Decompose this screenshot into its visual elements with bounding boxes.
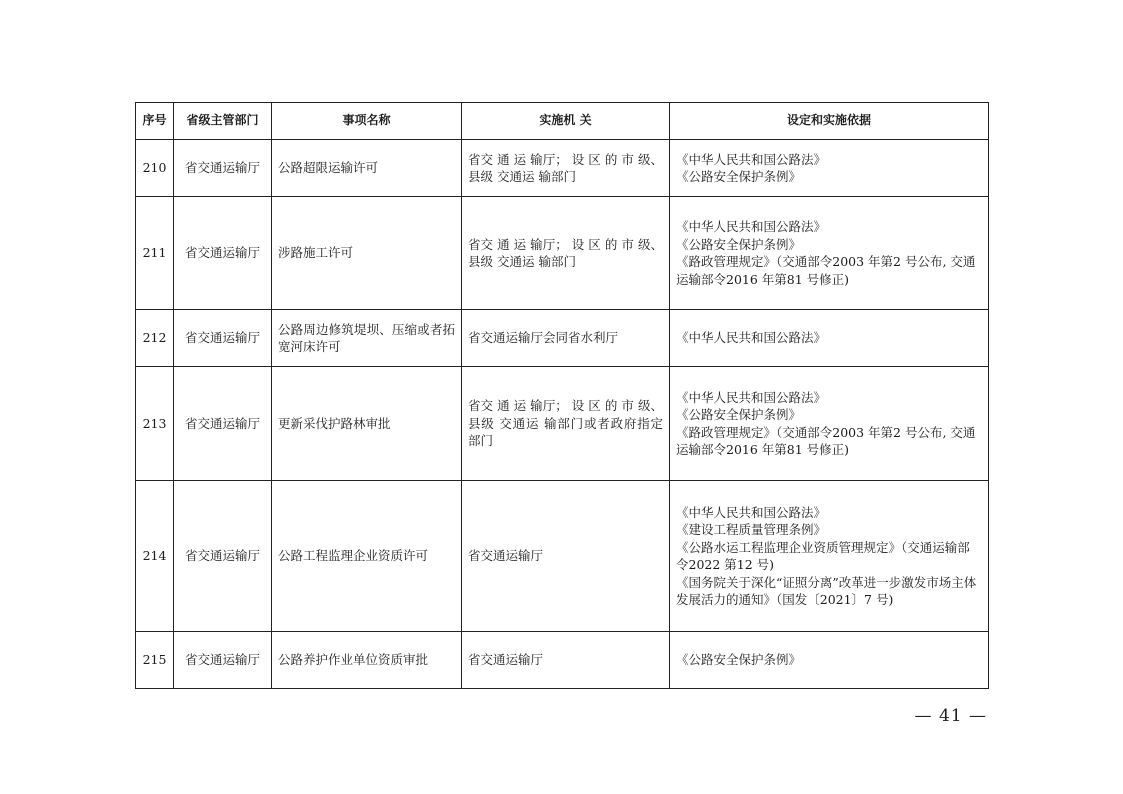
basis-line: 《公路水运工程监理企业资质管理规定》（交通运输部令2022 第12 号) xyxy=(676,539,970,572)
table-row xyxy=(136,140,989,197)
row-basis xyxy=(670,140,989,197)
table-row xyxy=(136,632,989,689)
basis-line: 《公路安全保护条例》 xyxy=(676,169,802,184)
row-basis xyxy=(670,632,989,689)
row-item: 更新采伐护路林审批 xyxy=(272,367,462,481)
row-dept: 省交通运输厅 xyxy=(174,197,272,310)
header-seq: 序号 xyxy=(136,103,174,140)
basis-line: 《公路安全保护条例》 xyxy=(676,236,802,252)
row-item: 公路超限运输许可 xyxy=(272,140,462,197)
approval-items-table xyxy=(135,102,989,689)
basis-line: 《中华人民共和国公路法》 xyxy=(676,330,827,346)
header-org: 实施机 关 xyxy=(462,103,670,140)
row-org: 省交通运输厅 xyxy=(462,481,670,632)
table-row xyxy=(136,310,989,367)
row-seq: 214 xyxy=(136,481,174,632)
page-number: — 41 — xyxy=(914,706,987,726)
row-org: 省交 通 运 输厅； 设 区 的 市 级、县级 交通运 输部门 xyxy=(462,140,670,197)
row-dept: 省交通运输厅 xyxy=(174,367,272,481)
basis-line: 《建设工程质量管理条例》 xyxy=(676,522,827,537)
table-row xyxy=(136,367,989,481)
row-item: 涉路施工许可 xyxy=(272,197,462,310)
basis-line: 《中华人民共和国公路法》 xyxy=(676,219,827,234)
header-item: 事项名称 xyxy=(272,103,462,140)
row-item: 公路工程监理企业资质许可 xyxy=(272,481,462,632)
row-seq: 211 xyxy=(136,197,174,310)
row-org: 省交 通 运 输厅； 设 区 的 市 级、县级 交通运 输部门或者政府指定部门 xyxy=(462,367,670,481)
row-dept: 省交通运输厅 xyxy=(174,140,272,197)
row-org: 省交通运输厅 xyxy=(462,632,670,689)
header-dept: 省级主管部门 xyxy=(174,103,272,140)
basis-line: 《公路安全保护条例》 xyxy=(676,652,802,668)
row-dept: 省交通运输厅 xyxy=(174,481,272,632)
row-seq: 210 xyxy=(136,140,174,197)
row-org: 省交通运输厅会同省水利厅 xyxy=(462,310,670,367)
table-row xyxy=(136,197,989,310)
row-seq: 212 xyxy=(136,310,174,367)
table-row xyxy=(136,481,989,632)
header-basis: 设定和实施依据 xyxy=(670,103,989,140)
table-header-row xyxy=(136,103,989,140)
row-item: 公路养护作业单位资质审批 xyxy=(272,632,462,689)
row-basis xyxy=(670,481,989,632)
row-dept: 省交通运输厅 xyxy=(174,632,272,689)
row-seq: 215 xyxy=(136,632,174,689)
row-seq: 213 xyxy=(136,367,174,481)
basis-line: 《公路安全保护条例》 xyxy=(676,407,802,422)
row-item: 公路周边修筑堤坝、压缩或者拓宽河床许可 xyxy=(272,310,462,367)
row-dept: 省交通运输厅 xyxy=(174,310,272,367)
basis-line: 《路政管理规定》（交通部令2003 年第2 号公布, 交通运输部令2016 年第81 号修正) xyxy=(676,424,976,457)
basis-line: 《中华人民共和国公路法》 xyxy=(676,151,827,167)
basis-line: 《中华人民共和国公路法》 xyxy=(676,389,827,405)
row-basis xyxy=(670,367,989,481)
row-basis xyxy=(670,310,989,367)
row-org: 省交 通 运 输厅； 设 区 的 市 级、县级 交通运 输部门 xyxy=(462,197,670,310)
basis-line: 《路政管理规定》（交通部令2003 年第2 号公布, 交通运输部令2016 年第81 号修正) xyxy=(676,254,976,287)
row-basis xyxy=(670,197,989,310)
basis-line: 《中华人民共和国公路法》 xyxy=(676,504,827,520)
basis-line: 《国务院关于深化“证照分离”改革进一步激发市场主体发展活力的通知》（国发〔2021〕7 号) xyxy=(676,574,977,607)
